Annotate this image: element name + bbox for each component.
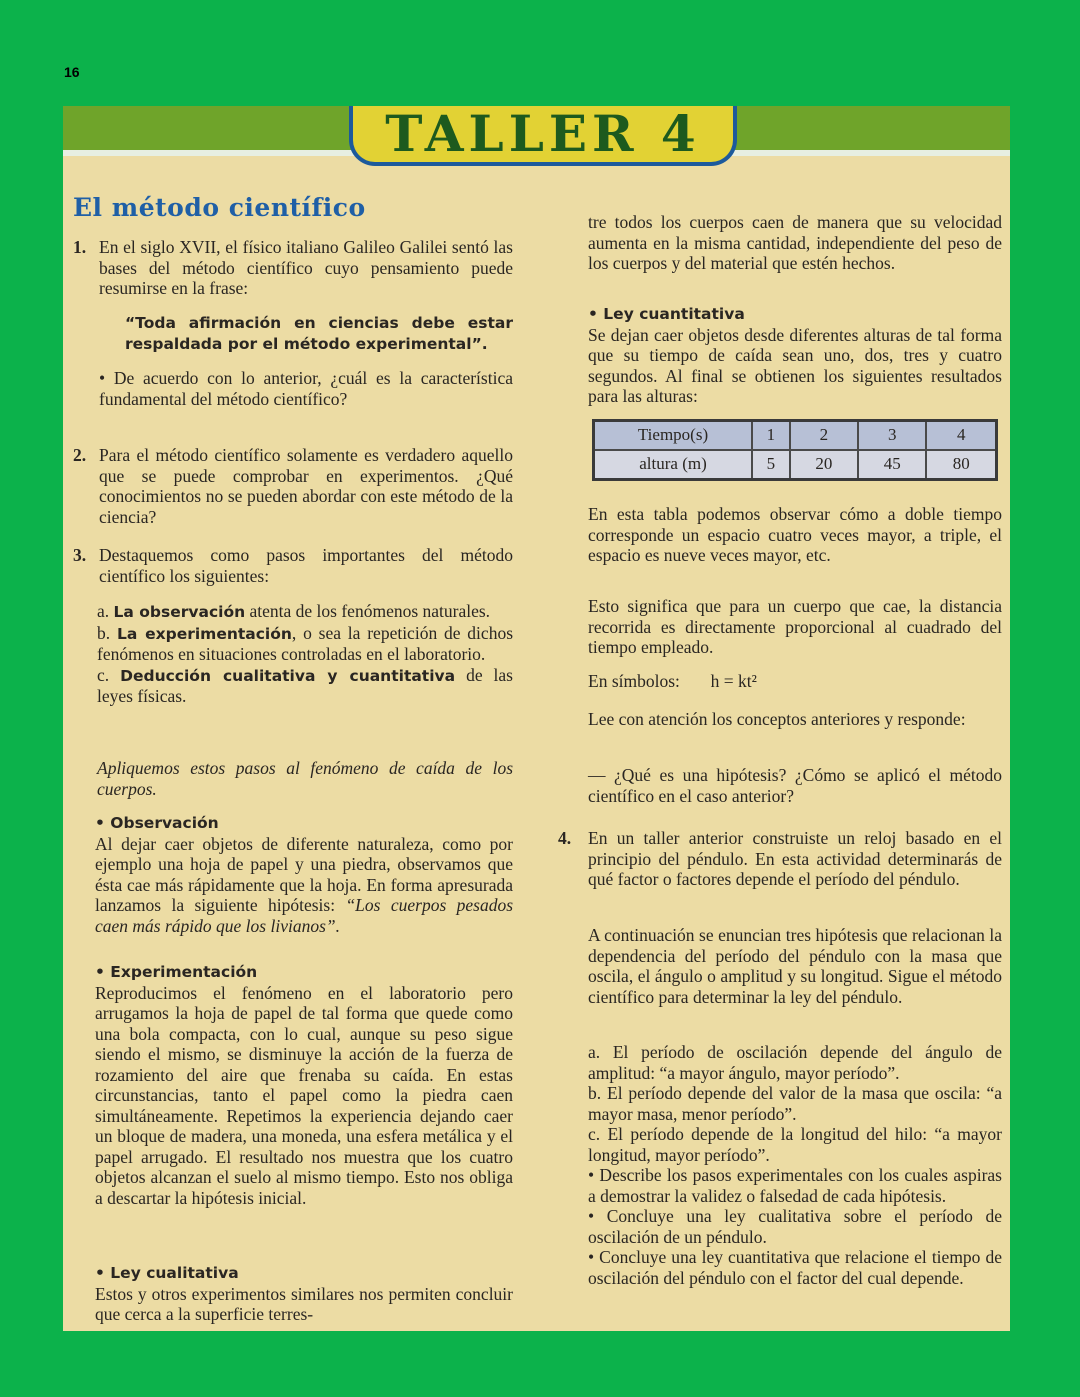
observation-block — [95, 813, 513, 936]
time-height-table — [592, 419, 998, 481]
table-cell: 5 — [752, 450, 790, 480]
read-prompt: Lee con atención los conceptos anteriores y responde: — [588, 709, 966, 729]
step-c: c. Deducción cualitativa y cuantitativa de las leyes físicas. — [97, 664, 513, 706]
item-number: 1. — [73, 237, 87, 257]
task-describe: • Describe los pasos experimentales con los cuales aspiras a demostrar la validez o falsedad de cada hipótesis. — [588, 1165, 1002, 1206]
item-2-text: Para el método científico solamente es verdadero aquello que se puede comprobar en experimentos. ¿Qué conocimientos no se pueden abordar con este método de la ciencia? — [99, 445, 513, 527]
table-cell: 20 — [790, 450, 858, 480]
table-cell: altura (m) — [594, 450, 753, 480]
task-qualitative: • Concluye una ley cualitativa sobre el período de oscilación de un péndulo. — [588, 1206, 1002, 1247]
step-a: a. La observación atenta de los fenómenos naturales. — [97, 601, 491, 621]
hypothesis-c: c. El período depende de la longitud del hilo: “a mayor longitud, mayor período”. — [588, 1124, 1002, 1165]
qualitative-heading: • Ley cualitativa — [95, 1264, 239, 1282]
quantitative-heading: • Ley cuantitativa — [588, 305, 745, 323]
hypotheses-intro: A continuación se enuncian tres hipótesis que relacionan la dependencia del período del péndulo con la masa que oscila, el ángulo o amplitud y su longitud. Sigue el método científico para determinar la ley del péndulo. — [588, 925, 1002, 1007]
observation-heading: • Observación — [95, 814, 219, 832]
experimentation-block — [95, 962, 513, 1208]
page-number: 16 — [64, 64, 80, 80]
hypothesis-a: a. El período de oscilación depende del ángulo de amplitud: “a mayor ángulo, mayor período”. — [588, 1042, 1002, 1083]
proportionality-text: Esto significa que para un cuerpo que cae, la distancia recorrida es directamente proporcional al cuadrado del tiempo empleado. — [588, 596, 1002, 657]
table-cell: 1 — [752, 421, 790, 451]
item-4-text: En un taller anterior construiste un reloj basado en el principio del péndulo. En esta actividad determinarás de qué factor o factores depende el período del péndulo. — [588, 828, 1002, 889]
table-cell: 2 — [790, 421, 858, 451]
item-number: 3. — [73, 545, 87, 565]
item-4 — [558, 828, 1002, 890]
page-title: TALLER 4 — [385, 106, 701, 163]
item-number: 4. — [558, 828, 572, 848]
quantitative-text: Se dejan caer objetos desde diferentes alturas de tal forma que su tiempo de caída sean uno, dos, tres y cuatro segundos. Al final se obtienen los siguientes resultados para las alturas: — [588, 324, 1002, 406]
table-cell: 45 — [858, 450, 926, 480]
continued-text: tre todos los cuerpos caen de manera que su velocidad aumenta en la misma cantidad, independiente del peso de los cuerpos y del material que estén hechos. — [588, 212, 1002, 273]
title-banner — [349, 106, 737, 166]
section-title: El método científico — [73, 193, 366, 222]
item-number: 2. — [73, 445, 87, 465]
step-list — [97, 601, 513, 707]
table-cell: 80 — [926, 450, 996, 480]
formula: h = kt² — [710, 671, 757, 691]
symbols-line — [588, 671, 1002, 692]
quantitative-law-block — [588, 304, 1002, 407]
apply-steps: Apliquemos estos pasos al fenómeno de caída de los cuerpos. — [97, 758, 513, 799]
item-1 — [73, 237, 513, 299]
item-2 — [73, 445, 513, 527]
experimentation-heading: • Experimentación — [95, 963, 258, 981]
table-cell: 4 — [926, 421, 996, 451]
observation-text: Al dejar caer objetos de diferente naturaleza, como por ejemplo una hoja de papel y una piedra, observamos que ésta cae más rápidamente que la hoja. En forma apresurada lanzamos la siguiente hipótesis: “Los cuerpos pesados caen más rápido que los livianos”. — [95, 833, 514, 936]
hypotheses-list — [588, 1042, 1002, 1288]
hypothesis-question: — ¿Qué es una hipótesis? ¿Cómo se aplicó el método científico en el caso anterior? — [588, 765, 1002, 806]
item-3-intro: Destaquemos como pasos importantes del método científico los siguientes: — [99, 545, 513, 586]
hypothesis-b: b. El período depende del valor de la masa que oscila: “a mayor masa, menor período”. — [588, 1083, 1002, 1124]
step-b: b. La experimentación, o sea la repetición de dichos fenómenos en situaciones controladas en el laboratorio. — [97, 622, 513, 664]
item-1-intro: En el siglo XVII, el físico italiano Galileo Galilei sentó las bases del método científico cuyo pensamiento puede resumirse en la frase: — [99, 237, 513, 298]
task-quantitative: • Concluye una ley cuantitativa que relacione el tiempo de oscilación del péndulo con el factor del cual depende. — [588, 1247, 1002, 1288]
table-row — [594, 421, 997, 451]
experimentation-text: Reproducimos el fenómeno en el laboratorio pero arrugamos la hoja de papel de tal forma que quede como una bola compacta, con lo cual, aunque su peso sigue siendo el mismo, se disminuye la acción de la fuerza de rozamiento del aire que frenaba su caída. En estas circunstancias, tanto el papel como la piedra caen simultáneamente. Repetimos la experiencia dejando caer un bloque de madera, una moneda, una esfera metálica y el papel arrugado. El resultado nos muestra que los cuatro objetos alcanzan el suelo al mismo tiempo. Esto nos obliga a descartar la hipótesis inicial. — [95, 982, 513, 1208]
item-3 — [73, 545, 513, 586]
item-1-question: • De acuerdo con lo anterior, ¿cuál es la característica fundamental del método científico? — [99, 368, 513, 409]
qualitative-law-block — [95, 1263, 513, 1325]
table-cell: 3 — [858, 421, 926, 451]
symbols-label: En símbolos: — [588, 671, 680, 691]
table-row — [594, 450, 997, 480]
table-observation: En esta tabla podemos observar cómo a doble tiempo corresponde un espacio cuatro veces mayor, a triple, el espacio es nueve veces mayor, etc. — [588, 504, 1002, 565]
qualitative-text: Estos y otros experimentos similares nos permiten concluir que cerca a la superficie terres- — [95, 1283, 513, 1324]
table-cell: Tiempo(s) — [594, 421, 753, 451]
worksheet-page — [63, 106, 1010, 1331]
galileo-quote: “Toda afirmación en ciencias debe estar respaldada por el método experimental”. — [125, 314, 513, 353]
